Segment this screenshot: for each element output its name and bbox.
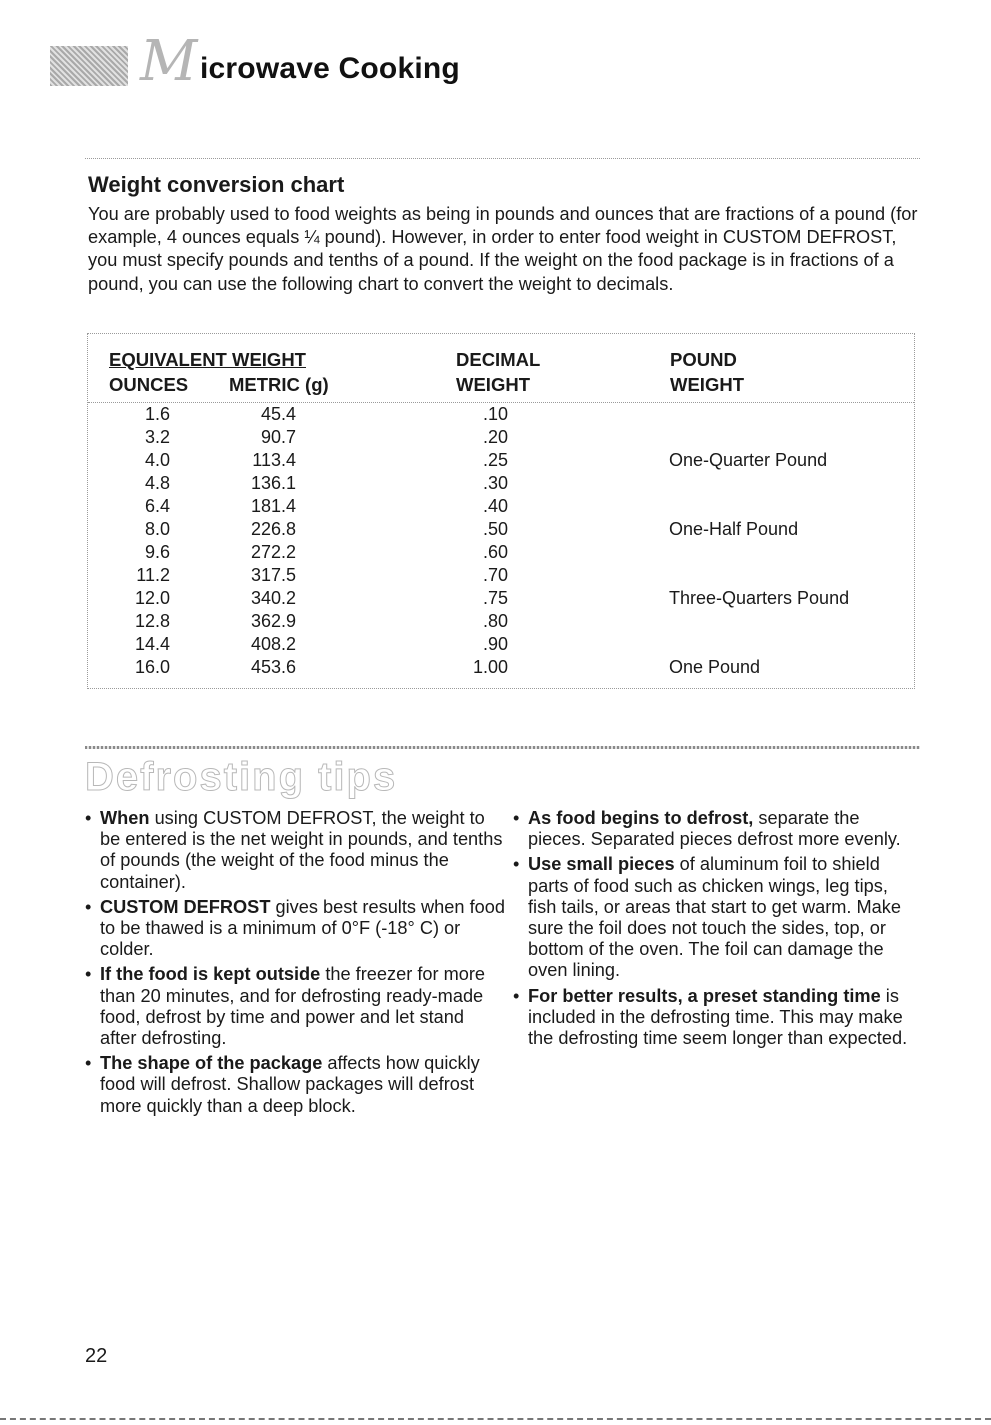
decimal-cell: .40 <box>482 496 508 516</box>
tip-lead: When <box>100 808 150 828</box>
ounces-cell: 12.8 <box>134 611 170 631</box>
tip-text: of aluminum foil to shield parts of food such as chicken wings, leg tips, fish tails, or areas that start to get warm. Make sure the foil does not touch the sides, top, or bottom of the oven. The foil can damage the oven lining. <box>528 854 901 981</box>
ounces-cell: 9.6 <box>144 542 170 562</box>
tip-lead: As food begins to defrost, <box>528 808 754 828</box>
decimal-cell: 1.00 <box>472 657 508 677</box>
decimal-cell: .60 <box>482 542 508 562</box>
table-row <box>88 656 914 679</box>
metric-cell: 317.5 <box>250 565 296 585</box>
decimal-cell: .75 <box>482 588 508 608</box>
tip-lead: If the food is kept outside <box>100 964 321 985</box>
metric-cell: 90.7 <box>260 427 296 447</box>
tip-item <box>513 808 913 850</box>
header-metric: METRIC (g) <box>229 374 329 395</box>
pound-cell: One-Half Pound <box>669 519 799 539</box>
ounces-cell: 16.0 <box>134 657 170 677</box>
ounces-cell: 1.6 <box>144 404 170 424</box>
tip-text: gives best results when food to be thawed is a minimum of 0°F (-18° C) or colder. <box>100 896 505 960</box>
table-row <box>88 518 914 541</box>
metric-cell: 340.2 <box>250 588 296 608</box>
ounces-cell: 4.8 <box>144 473 170 493</box>
ounces-cell: 4.0 <box>144 450 170 470</box>
metric-cell: 181.4 <box>250 496 296 516</box>
metric-cell: 272.2 <box>250 542 296 562</box>
tip-lead: The shape of the package <box>100 1053 323 1074</box>
header-decimal: DECIMAL <box>456 349 541 370</box>
tip-lead: CUSTOM DEFROST <box>100 896 271 917</box>
table-body <box>88 403 914 679</box>
tips-left-column <box>85 808 505 1121</box>
table-row <box>88 495 914 518</box>
header-equivalent-weight: EQUIVALENT WEIGHT <box>109 349 306 370</box>
tip-lead: For better results, a preset standing time <box>528 985 881 1006</box>
header-pound: POUND <box>670 349 737 370</box>
tip-item <box>85 1053 505 1117</box>
header-title: icrowave Cooking <box>200 52 460 85</box>
tip-item <box>85 808 505 893</box>
tip-text: is included in the defrosting time. This may make the defrosting time seem longer than expected. <box>528 985 908 1049</box>
weight-chart-title: Weight conversion chart <box>88 172 345 197</box>
decimal-cell: .80 <box>482 611 508 631</box>
metric-cell: 136.1 <box>250 473 296 493</box>
pound-cell: One-Quarter Pound <box>669 450 828 470</box>
tip-text: affects how quickly food will defrost. Shallow packages will defrost more quickly than a deep block. <box>100 1053 480 1116</box>
table-row <box>88 587 914 610</box>
tip-item <box>513 986 913 1050</box>
header-initial: M <box>140 29 198 94</box>
tip-item <box>513 854 913 981</box>
section-divider <box>85 158 920 159</box>
decimal-cell: .70 <box>482 565 508 585</box>
header-decimal-weight: WEIGHT <box>456 374 530 395</box>
header-ounces: OUNCES <box>109 374 189 395</box>
page-header <box>50 29 750 100</box>
decimal-cell: .25 <box>482 450 508 470</box>
decimal-cell: .20 <box>482 427 508 447</box>
metric-cell: 362.9 <box>250 611 296 631</box>
tip-text: separate the pieces. Separated pieces defrost more evenly. <box>528 808 901 850</box>
header-pound-weight: WEIGHT <box>670 374 744 395</box>
table-row <box>88 403 914 426</box>
ounces-cell: 12.0 <box>134 588 170 608</box>
weight-chart-intro: You are probably used to food weights as being in pounds and ounces that are fractions of a pound (for example, 4 ounces equals ¼ pound). However, in order to enter food weight in CUSTOM DEFROST, you must specify pounds and tenths of a pound. If the weight on the food package is in fractions of a pound, you can use the following chart to convert the weight to decimals. <box>88 204 918 294</box>
ounces-cell: 14.4 <box>134 634 170 654</box>
table-row <box>88 426 914 449</box>
defrosting-tips-title: Defrosting tips <box>85 755 398 799</box>
metric-cell: 226.8 <box>250 519 296 539</box>
tip-text: using CUSTOM DEFROST, the weight to be entered is the net weight in pounds, and tenths of pounds (the weight of the food minus the container). <box>100 808 503 892</box>
pound-cell: One Pound <box>669 657 761 677</box>
tips-divider <box>85 746 920 749</box>
weight-conversion-table <box>87 333 915 689</box>
decimal-cell: .50 <box>482 519 508 539</box>
decimal-cell: .30 <box>482 473 508 493</box>
metric-cell: 453.6 <box>250 657 296 677</box>
page-number: 22 <box>85 1345 108 1367</box>
decimal-cell: .90 <box>482 634 508 654</box>
tip-text: the freezer for more than 20 minutes, and for defrosting ready-made food, defrost by time and power and let stand after defrosting. <box>100 964 486 1049</box>
table-row <box>88 610 914 633</box>
header-pattern-block <box>50 46 128 86</box>
table-row <box>88 564 914 587</box>
table-row <box>88 472 914 495</box>
ounces-cell: 11.2 <box>136 565 170 585</box>
metric-cell: 408.2 <box>250 634 296 654</box>
ounces-cell: 3.2 <box>144 427 170 447</box>
table-row <box>88 541 914 564</box>
pound-cell: Three-Quarters Pound <box>669 588 850 608</box>
decimal-cell: .10 <box>482 404 508 424</box>
ounces-cell: 6.4 <box>144 496 170 516</box>
ounces-cell: 8.0 <box>144 519 170 539</box>
bottom-edge-rule <box>0 1418 991 1420</box>
tip-item <box>85 897 505 961</box>
table-row <box>88 633 914 656</box>
tip-item <box>85 964 505 1049</box>
tip-lead: Use small pieces <box>528 854 675 875</box>
metric-cell: 45.4 <box>260 404 296 424</box>
table-row <box>88 449 914 472</box>
metric-cell: 113.4 <box>252 450 296 470</box>
tips-right-column <box>513 808 913 1053</box>
